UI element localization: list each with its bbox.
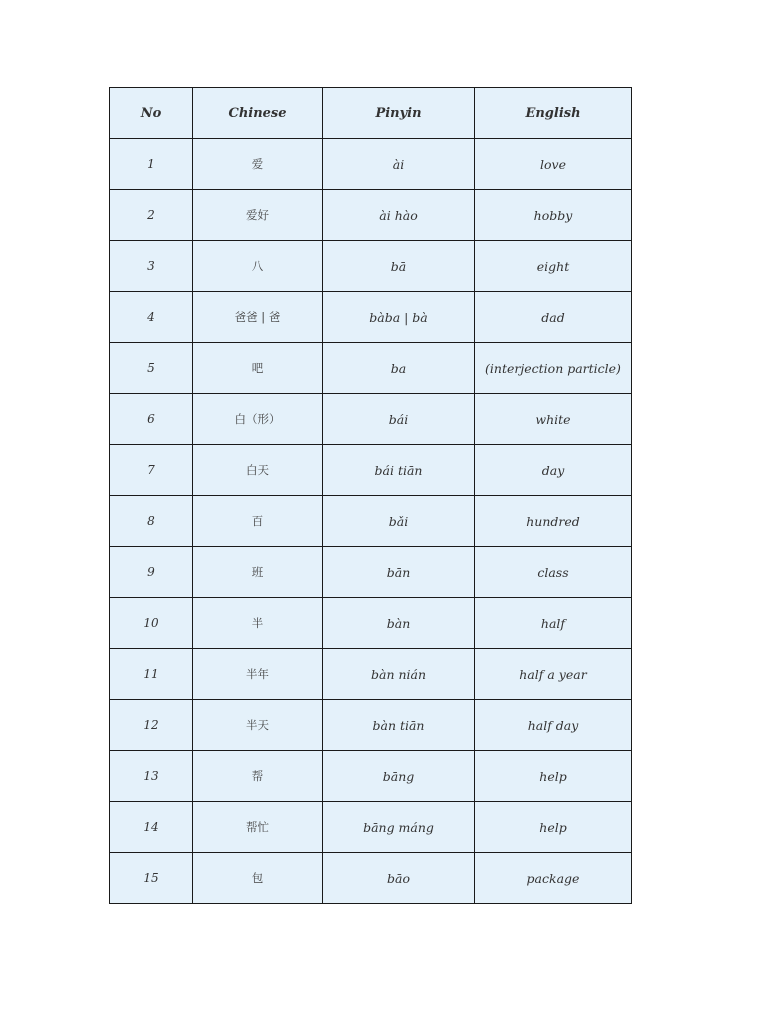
- cell-pinyin: bāo: [323, 853, 475, 904]
- cell-chinese: 帮忙: [193, 802, 323, 853]
- cell-english: help: [475, 751, 632, 802]
- cell-english: white: [475, 394, 632, 445]
- table-row: [110, 598, 632, 649]
- cell-no: 11: [110, 649, 193, 700]
- cell-pinyin: ài: [323, 139, 475, 190]
- cell-english: (interjection particle): [475, 343, 632, 394]
- header-chinese: Chinese: [193, 88, 323, 139]
- cell-no: 8: [110, 496, 193, 547]
- cell-no: 2: [110, 190, 193, 241]
- cell-pinyin: bāng máng: [323, 802, 475, 853]
- cell-english: help: [475, 802, 632, 853]
- cell-english: half day: [475, 700, 632, 751]
- table-row: [110, 394, 632, 445]
- cell-english: day: [475, 445, 632, 496]
- cell-pinyin: bái tiān: [323, 445, 475, 496]
- table-row: [110, 445, 632, 496]
- cell-pinyin: ba: [323, 343, 475, 394]
- cell-pinyin: bàn tiān: [323, 700, 475, 751]
- cell-chinese: 八: [193, 241, 323, 292]
- cell-no: 12: [110, 700, 193, 751]
- table-row: [110, 496, 632, 547]
- cell-chinese: 半天: [193, 700, 323, 751]
- cell-chinese: 帮: [193, 751, 323, 802]
- cell-chinese: 班: [193, 547, 323, 598]
- cell-pinyin: ài hào: [323, 190, 475, 241]
- table-row: [110, 802, 632, 853]
- cell-english: hobby: [475, 190, 632, 241]
- cell-pinyin: bàn nián: [323, 649, 475, 700]
- cell-chinese: 吧: [193, 343, 323, 394]
- header-no: No: [110, 88, 193, 139]
- cell-chinese: 白天: [193, 445, 323, 496]
- table-row: [110, 751, 632, 802]
- cell-chinese: 爸爸 | 爸: [193, 292, 323, 343]
- header-row: [110, 88, 632, 139]
- cell-no: 1: [110, 139, 193, 190]
- cell-pinyin: bái: [323, 394, 475, 445]
- table-row: [110, 292, 632, 343]
- cell-english: hundred: [475, 496, 632, 547]
- cell-english: dad: [475, 292, 632, 343]
- cell-chinese: 白（形）: [193, 394, 323, 445]
- cell-chinese: 爱: [193, 139, 323, 190]
- cell-no: 3: [110, 241, 193, 292]
- cell-pinyin: bàba | bà: [323, 292, 475, 343]
- cell-pinyin: bàn: [323, 598, 475, 649]
- table-body: [110, 139, 632, 904]
- table-row: [110, 241, 632, 292]
- table-row: [110, 139, 632, 190]
- cell-pinyin: bāng: [323, 751, 475, 802]
- cell-chinese: 半: [193, 598, 323, 649]
- table-row: [110, 700, 632, 751]
- cell-no: 7: [110, 445, 193, 496]
- cell-english: class: [475, 547, 632, 598]
- cell-no: 6: [110, 394, 193, 445]
- table-row: [110, 343, 632, 394]
- vocabulary-table: [109, 87, 632, 904]
- cell-english: half a year: [475, 649, 632, 700]
- cell-pinyin: bān: [323, 547, 475, 598]
- cell-english: eight: [475, 241, 632, 292]
- cell-no: 9: [110, 547, 193, 598]
- cell-pinyin: bā: [323, 241, 475, 292]
- cell-no: 10: [110, 598, 193, 649]
- cell-english: half: [475, 598, 632, 649]
- cell-chinese: 百: [193, 496, 323, 547]
- cell-no: 13: [110, 751, 193, 802]
- cell-pinyin: bǎi: [323, 496, 475, 547]
- table-row: [110, 190, 632, 241]
- table-row: [110, 547, 632, 598]
- table-row: [110, 853, 632, 904]
- cell-no: 14: [110, 802, 193, 853]
- cell-chinese: 半年: [193, 649, 323, 700]
- header-english: English: [475, 88, 632, 139]
- cell-no: 5: [110, 343, 193, 394]
- cell-chinese: 包: [193, 853, 323, 904]
- header-pinyin: Pinyin: [323, 88, 475, 139]
- cell-english: package: [475, 853, 632, 904]
- cell-english: love: [475, 139, 632, 190]
- cell-no: 15: [110, 853, 193, 904]
- cell-chinese: 爱好: [193, 190, 323, 241]
- cell-no: 4: [110, 292, 193, 343]
- table-row: [110, 649, 632, 700]
